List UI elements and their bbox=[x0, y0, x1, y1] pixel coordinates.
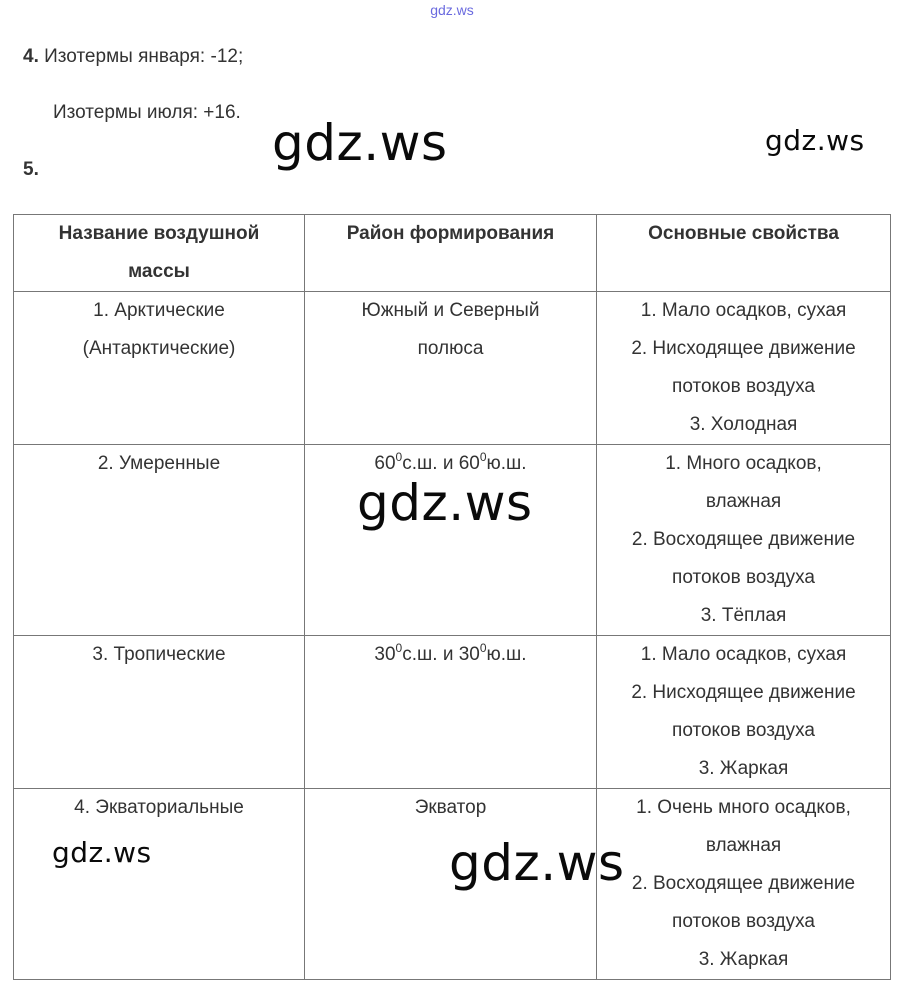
site-header-logo[interactable]: gdz.ws bbox=[430, 2, 474, 18]
task4-january-text: Изотермы января: -12; bbox=[44, 46, 244, 67]
cell-air-mass-name: 4. Экваториальные bbox=[14, 789, 305, 980]
header-formation-region: Район формирования bbox=[305, 215, 597, 292]
watermark-5: gdz.ws bbox=[449, 834, 625, 892]
table-row bbox=[14, 636, 891, 789]
table-row bbox=[14, 292, 891, 445]
cell-properties: 1. Много осадков, влажная 2. Восходящее движение потоков воздуха 3. Тёплая bbox=[597, 445, 891, 636]
cell-properties: 1. Мало осадков, сухая 2. Нисходящее движение потоков воздуха 3. Жаркая bbox=[597, 636, 891, 789]
task5-number: 5. bbox=[23, 159, 39, 180]
table-header-row bbox=[14, 215, 891, 292]
header-air-mass-name: Название воздушной массы bbox=[14, 215, 305, 292]
cell-formation-region: $60^0с.ш$. и $60^0ю.ш$. bbox=[305, 445, 597, 636]
cell-air-mass-name: 3. Тропические bbox=[14, 636, 305, 789]
task4-january-line bbox=[23, 46, 243, 68]
cell-formation-region: Южный и Северный полюса bbox=[305, 292, 597, 445]
cell-properties: 1. Очень много осадков, влажная 2. Восходящее движение потоков воздуха 3. Жаркая bbox=[597, 789, 891, 980]
watermark-2: gdz.ws bbox=[765, 124, 865, 157]
cell-air-mass-name: 1. Арктические (Антарктические) bbox=[14, 292, 305, 445]
cell-formation-region: Экватор bbox=[305, 789, 597, 980]
cell-properties: 1. Мало осадков, сухая 2. Нисходящее движение потоков воздуха 3. Холодная bbox=[597, 292, 891, 445]
watermark-4: gdz.ws bbox=[52, 836, 152, 869]
watermark-3: gdz.ws bbox=[357, 474, 533, 532]
task4-number: 4. bbox=[23, 46, 39, 67]
task4-july-line: Изотермы июля: +16. bbox=[53, 102, 241, 123]
cell-formation-region: $30^0с.ш$. и $30^0ю.ш$. bbox=[305, 636, 597, 789]
cell-air-mass-name: 2. Умеренные bbox=[14, 445, 305, 636]
watermark-1: gdz.ws bbox=[272, 114, 448, 172]
header-main-properties: Основные свойства bbox=[597, 215, 891, 292]
